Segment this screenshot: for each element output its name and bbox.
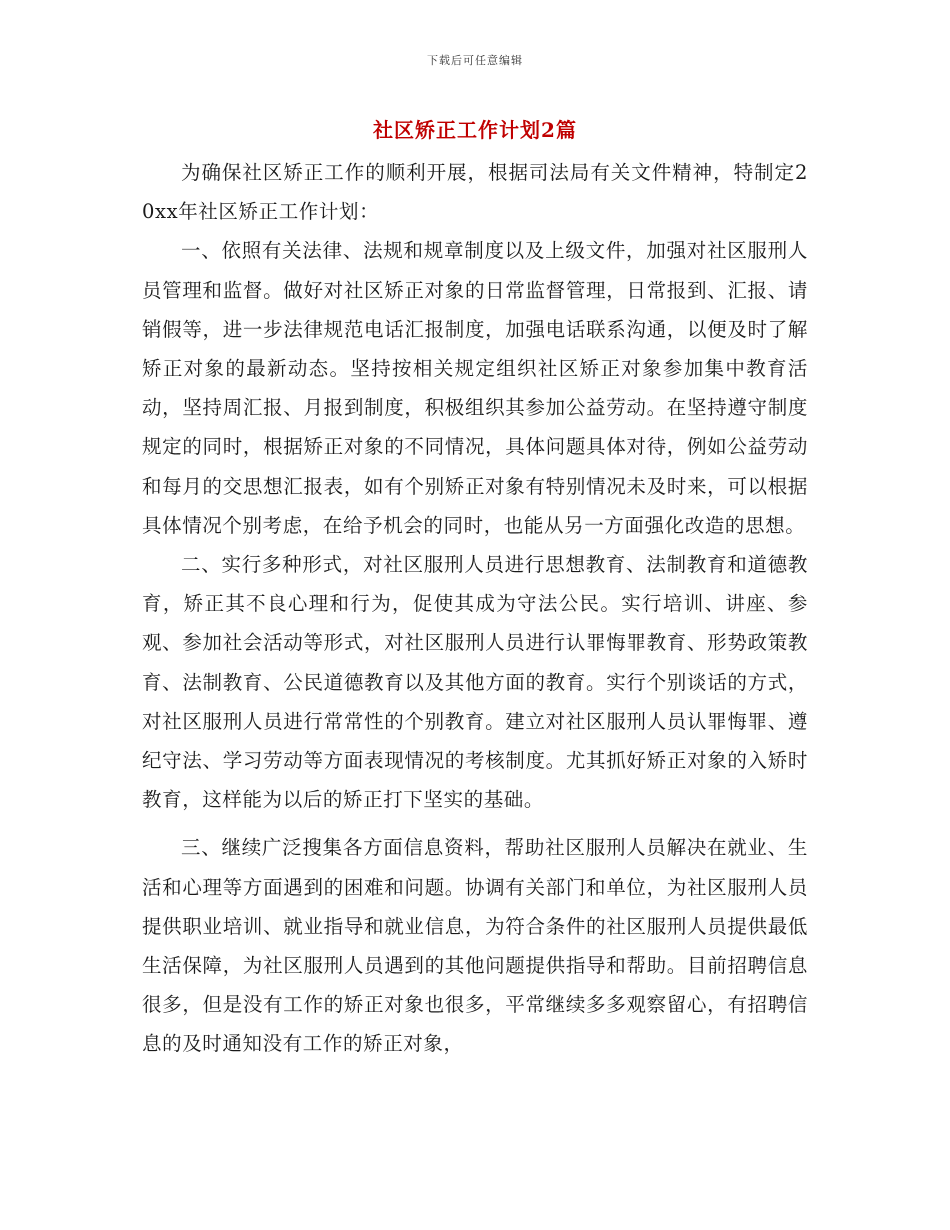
paragraph-intro: 为确保社区矫正工作的顺利开展，根据司法局有关文件精神，特制定20xx年社区矫正工作计划： [142,161,808,224]
header-note: 下载后可任意编辑 [427,54,523,67]
paragraph-section-2: 二、实行多种形式，对社区服刑人员进行思想教育、法制教育和道德教育，矫正其不良心理和行为，促使其成为守法公民。实行培训、讲座、参观、参加社会活动等形式，对社区服刑人员进行认罪悔罪教育、形势政策教育、法制教育、公民道德教育以及其他方面的教育。实行个别谈话的方式，对社区服刑人员进行常常性的个别教育。建立对社区服刑人员认罪悔罪、遵纪守法、学习劳动等方面表现情况的考核制度。尤其抓好矫正对象的入矫时教育，这样能为以后的矫正打下坚实的基础。 [142,553,808,812]
document-title: 社区矫正工作计划2篇 [373,118,577,142]
paragraph-section-1: 一、依照有关法律、法规和规章制度以及上级文件，加强对社区服刑人员管理和监督。做好对社区矫正对象的日常监督管理，日常报到、汇报、请销假等，进一步法律规范电话汇报制度，加强电话联系沟通，以便及时了解矫正对象的最新动态。坚持按相关规定组织社区矫正对象参加集中教育活动，坚持周汇报、月报到制度，积极组织其参加公益劳动。在坚持遵守制度规定的同时，根据矫正对象的不同情况，具体问题具体对待，例如公益劳动和每月的交思想汇报表，如有个别矫正对象有特别情况未及时来，可以根据具体情况个别考虑，在给予机会的同时，也能从另一方面强化改造的思想。 [142,239,808,537]
paragraph-section-3: 三、继续广泛搜集各方面信息资料，帮助社区服刑人员解决在就业、生活和心理等方面遇到的困难和问题。协调有关部门和单位，为社区服刑人员提供职业培训、就业指导和就业信息，为符合条件的社区服刑人员提供最低生活保障，为社区服刑人员遇到的其他问题提供指导和帮助。目前招聘信息很多，但是没有工作的矫正对象也很多，平常继续多多观察留心，有招聘信息的及时通知没有工作的矫正对象， [142,836,808,1056]
document-body [142,153,808,1064]
